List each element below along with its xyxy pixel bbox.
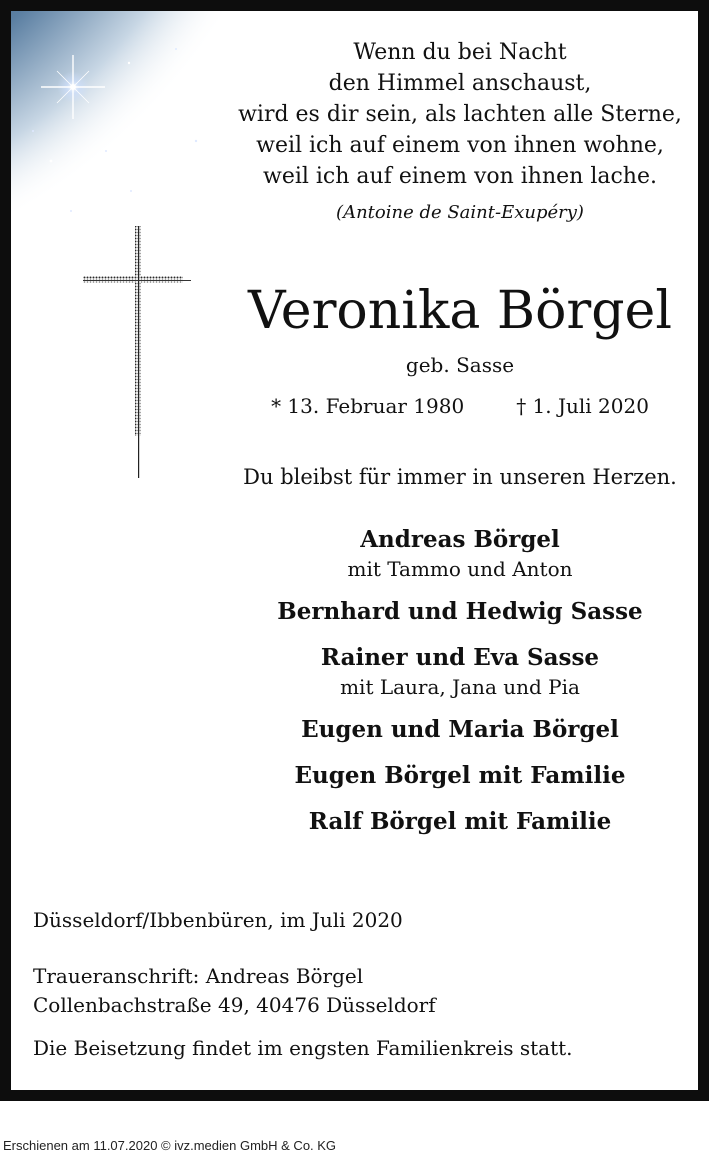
birth-date: * 13. Februar 1980 [271,394,465,418]
mourner-group [221,759,699,792]
mourner-name: Eugen Börgel mit Familie [294,762,626,789]
mourner-name: Bernhard und Hedwig Sasse [277,598,643,625]
mourner-group [221,595,699,628]
mourner-group [221,641,699,700]
address-line: Traueranschrift: Andreas Börgel [33,964,364,988]
publication-footer: Erschienen am 11.07.2020 © ivz.medien GmbH & Co. KG [3,1138,337,1153]
mourner-name: Eugen und Maria Börgel [301,716,619,743]
memorial-motto: Du bleibst für immer in unseren Herzen. [243,465,677,489]
poem-line: wird es dir sein, als lachten alle Sterne, [238,102,682,127]
mourner-sub: mit Tammo und Anton [347,557,573,581]
mourner-group [221,805,699,838]
life-dates [221,392,699,420]
death-date: † 1. Juli 2020 [516,394,649,418]
address-line: Collenbachstraße 49, 40476 Düsseldorf [33,993,436,1017]
mourner-group [221,523,699,582]
cross-icon [71,216,191,478]
maiden-name: geb. Sasse [405,353,515,377]
poem [221,37,699,192]
burial-note: Die Beisetzung findet im engsten Familienkreis statt. [33,1036,573,1060]
poem-line: weil ich auf einem von ihnen wohne, [256,133,664,158]
mourner-name: Andreas Börgel [360,526,560,553]
poem-line: Wenn du bei Nacht [353,40,567,65]
mourner-name: Rainer und Eva Sasse [320,644,600,671]
poem-line: den Himmel anschaust, [328,71,592,96]
place-date: Düsseldorf/Ibbenbüren, im Juli 2020 [33,908,403,932]
poem-author: (Antoine de Saint-Exupéry) [336,202,584,223]
deceased-name: Veronika Börgel [248,281,672,341]
mourners-list [221,523,699,851]
mourning-address [33,962,436,1020]
mourner-name: Ralf Börgel mit Familie [308,808,612,835]
mourner-sub: mit Laura, Jana und Pia [340,675,580,699]
mourner-group [221,713,699,746]
poem-line: weil ich auf einem von ihnen lache. [262,164,657,189]
